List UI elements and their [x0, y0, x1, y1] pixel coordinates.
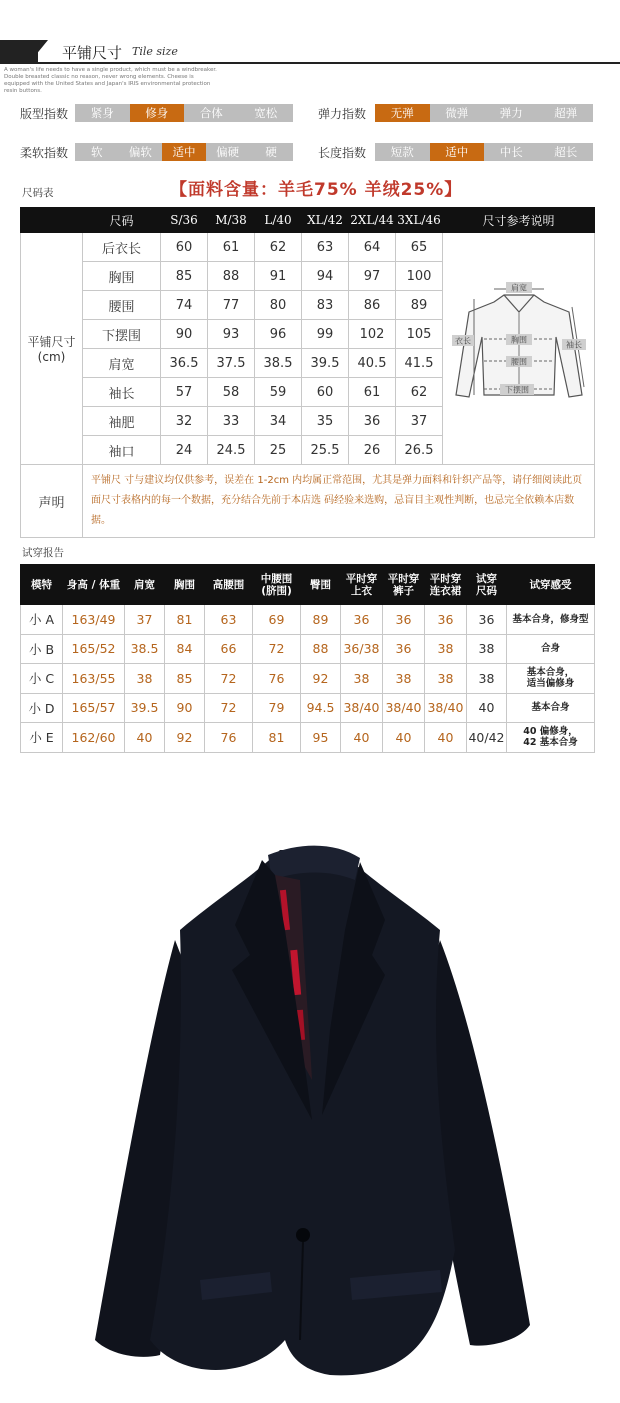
measure-value: 102 [349, 320, 396, 349]
trial-value: 163/49 [63, 605, 125, 635]
trial-value: 36 [467, 605, 507, 635]
fabric-content: 【面料含量：羊毛75% 羊绒25%】 [170, 180, 463, 200]
trial-value: 90 [165, 693, 205, 723]
measure-name: 袖肥 [83, 407, 161, 436]
trial-value: 72 [205, 693, 253, 723]
trial-row [21, 634, 595, 664]
trial-header-cell: 试穿 尺码 [467, 565, 507, 605]
index-option: 硬 [265, 145, 277, 159]
diagram-label-waist: 腰围 [510, 357, 527, 366]
index-option: 紧身 [90, 106, 114, 120]
index-option: 偏硬 [216, 145, 240, 159]
size-table-header [21, 208, 595, 233]
trial-value: 40 [383, 723, 425, 753]
trial-value: 38/40 [425, 693, 467, 723]
model-name: 小 A [21, 605, 63, 635]
size-m: M/38 [208, 208, 255, 233]
trial-value: 38 [425, 664, 467, 694]
trial-value: 38 [467, 664, 507, 694]
trial-value: 85 [165, 664, 205, 694]
index-label: 柔软指数 [20, 146, 69, 160]
index-bar [375, 104, 593, 122]
trial-header-cell: 平时穿 上衣 [341, 565, 383, 605]
measure-value: 25 [255, 436, 302, 465]
trial-value: 38/40 [341, 693, 383, 723]
diagram-label-sleeve: 袖长 [565, 340, 582, 349]
trial-value: 165/57 [63, 693, 125, 723]
measure-value: 63 [302, 233, 349, 262]
measure-value: 62 [255, 233, 302, 262]
measure-value: 58 [208, 378, 255, 407]
diagram-label-hem: 下摆围 [504, 385, 529, 394]
measure-value: 74 [161, 291, 208, 320]
index-bar [375, 143, 593, 161]
group-label: 平铺尺寸 (cm) [21, 233, 83, 465]
measure-name: 袖长 [83, 378, 161, 407]
trial-table [20, 564, 595, 753]
trial-value: 76 [205, 723, 253, 753]
measure-value: 35 [302, 407, 349, 436]
trial-value: 72 [205, 664, 253, 694]
model-name: 小 E [21, 723, 63, 753]
trial-value: 36 [425, 605, 467, 635]
section-subtitle: Tile size [132, 45, 178, 58]
model-name: 小 D [21, 693, 63, 723]
measure-value: 38.5 [255, 349, 302, 378]
header-decor-slant [30, 40, 48, 62]
index-label: 长度指数 [318, 146, 367, 160]
index-bar [75, 104, 293, 122]
index-option: 短款 [390, 145, 414, 159]
measure-value: 39.5 [302, 349, 349, 378]
header-size: 尺码 [83, 208, 161, 233]
index-option: 软 [91, 145, 103, 159]
measure-name: 后衣长 [83, 233, 161, 262]
model-name: 小 B [21, 634, 63, 664]
size-table [20, 207, 595, 538]
index-option: 中长 [499, 145, 523, 159]
index-option: 弹力 [499, 106, 523, 120]
trial-value: 38.5 [125, 634, 165, 664]
measure-value: 80 [255, 291, 302, 320]
index-option: 超长 [554, 145, 578, 159]
measure-value: 65 [396, 233, 443, 262]
size-xl: XL/42 [302, 208, 349, 233]
intro-text: A woman's life needs to have a single product, which must be a windbreaker. Double breasted classic no reason, never wrong elements. Cheese is equipped with the United States and Japan's IRIS environmental protection resin buttons. [4, 67, 217, 94]
measure-value: 25.5 [302, 436, 349, 465]
index-bar [75, 143, 293, 161]
trial-value: 40 [341, 723, 383, 753]
trial-value: 38/40 [383, 693, 425, 723]
trial-value: 76 [253, 664, 301, 694]
measure-value: 83 [302, 291, 349, 320]
trial-value: 94.5 [301, 693, 341, 723]
trial-value: 40 [467, 693, 507, 723]
trial-row [21, 664, 595, 694]
index-label: 版型指数 [20, 107, 69, 121]
trial-value: 38 [125, 664, 165, 694]
trial-value: 38 [467, 634, 507, 664]
trial-value: 165/52 [63, 634, 125, 664]
index-option-selected: 修身 [130, 104, 185, 122]
measure-value: 36.5 [161, 349, 208, 378]
trial-value: 84 [165, 634, 205, 664]
trial-value: 66 [205, 634, 253, 664]
trial-value: 38 [425, 634, 467, 664]
measure-name: 腰围 [83, 291, 161, 320]
trial-value: 89 [301, 605, 341, 635]
trial-value: 72 [253, 634, 301, 664]
measurement-diagram-cell [443, 233, 595, 465]
measure-value: 34 [255, 407, 302, 436]
trial-value: 81 [253, 723, 301, 753]
measure-value: 88 [208, 262, 255, 291]
measure-value: 36 [349, 407, 396, 436]
measure-value: 90 [161, 320, 208, 349]
measure-value: 86 [349, 291, 396, 320]
measure-value: 61 [349, 378, 396, 407]
measure-value: 57 [161, 378, 208, 407]
size-row [21, 233, 595, 262]
measure-value: 97 [349, 262, 396, 291]
trial-value: 69 [253, 605, 301, 635]
measure-value: 100 [396, 262, 443, 291]
trial-value: 40 [125, 723, 165, 753]
index-option-selected: 无弹 [375, 104, 430, 122]
trial-header-cell: 身高 / 体重 [63, 565, 125, 605]
trial-header-cell: 中腰围 (脐围) [253, 565, 301, 605]
index-option: 超弹 [554, 106, 578, 120]
size-chart-label: 尺码表 [22, 187, 54, 199]
measure-value: 26.5 [396, 436, 443, 465]
measure-value: 26 [349, 436, 396, 465]
trial-value: 36/38 [341, 634, 383, 664]
measure-value: 85 [161, 262, 208, 291]
size-3xl: 3XL/46 [396, 208, 443, 233]
fit-feedback: 基本合身 [507, 693, 595, 723]
trial-value: 95 [301, 723, 341, 753]
measure-value: 32 [161, 407, 208, 436]
measure-value: 91 [255, 262, 302, 291]
measure-value: 60 [302, 378, 349, 407]
trial-row [21, 723, 595, 753]
product-photo [0, 780, 620, 1403]
measure-value: 41.5 [396, 349, 443, 378]
size-2xl: 2XL/44 [349, 208, 396, 233]
trial-header-cell: 高腰围 [205, 565, 253, 605]
trial-value: 79 [253, 693, 301, 723]
measure-value: 96 [255, 320, 302, 349]
trial-value: 39.5 [125, 693, 165, 723]
trial-value: 63 [205, 605, 253, 635]
fit-feedback: 40 偏修身， 42 基本合身 [507, 723, 595, 753]
statement-label: 声明 [21, 465, 83, 538]
header-divider [0, 62, 620, 64]
measure-value: 24.5 [208, 436, 255, 465]
trial-header-cell: 臀围 [301, 565, 341, 605]
measure-name: 袖口 [83, 436, 161, 465]
measure-value: 64 [349, 233, 396, 262]
trial-value: 36 [383, 634, 425, 664]
trial-header-cell: 肩宽 [125, 565, 165, 605]
measure-value: 37 [396, 407, 443, 436]
measure-value: 105 [396, 320, 443, 349]
size-l: L/40 [255, 208, 302, 233]
trial-value: 92 [301, 664, 341, 694]
measure-value: 77 [208, 291, 255, 320]
measure-name: 下摆围 [83, 320, 161, 349]
measure-value: 62 [396, 378, 443, 407]
measure-value: 59 [255, 378, 302, 407]
measure-value: 99 [302, 320, 349, 349]
trial-value: 88 [301, 634, 341, 664]
measure-value: 93 [208, 320, 255, 349]
index-option-selected: 适中 [162, 143, 206, 161]
measure-name: 肩宽 [83, 349, 161, 378]
trial-value: 38 [341, 664, 383, 694]
trial-row [21, 693, 595, 723]
trial-header-cell: 试穿感受 [507, 565, 595, 605]
trial-row [21, 605, 595, 635]
fit-feedback: 基本合身， 适当偏修身 [507, 664, 595, 694]
trial-value: 36 [383, 605, 425, 635]
trial-value: 38 [383, 664, 425, 694]
measure-value: 33 [208, 407, 255, 436]
index-option: 宽松 [254, 106, 278, 120]
trial-value: 81 [165, 605, 205, 635]
index-option-selected: 适中 [430, 143, 485, 161]
trial-header-cell: 模特 [21, 565, 63, 605]
measure-value: 60 [161, 233, 208, 262]
trial-value: 162/60 [63, 723, 125, 753]
measure-value: 94 [302, 262, 349, 291]
header-blank [21, 208, 83, 233]
header-ref: 尺寸参考说明 [443, 208, 595, 233]
statement-text: 平铺尺 寸与建议均仅供参考，误差在 1-2cm 内均属正常范围，尤其是弹力面料和针织产品等，请仔细阅读此页面尺寸表格内的每一个数据，充分结合先前于本店选 码经验来选购，忌盲目主观性判断，也忌完全依赖本店数据。 [83, 465, 595, 538]
trial-value: 40/42 [467, 723, 507, 753]
size-s: S/36 [161, 208, 208, 233]
trial-header-cell: 平时穿 连衣裙 [425, 565, 467, 605]
trial-value: 36 [341, 605, 383, 635]
index-label: 弹力指数 [318, 107, 367, 121]
measure-name: 胸围 [83, 262, 161, 291]
measure-value: 89 [396, 291, 443, 320]
measure-value: 40.5 [349, 349, 396, 378]
section-header [0, 40, 620, 66]
trial-header-cell: 平时穿 裤子 [383, 565, 425, 605]
shirt-diagram [444, 277, 594, 417]
trial-header-cell: 胸围 [165, 565, 205, 605]
measure-value: 61 [208, 233, 255, 262]
diagram-label-length: 衣长 [454, 336, 471, 345]
model-name: 小 C [21, 664, 63, 694]
fit-feedback: 合身 [507, 634, 595, 664]
diagram-label-shoulder: 肩宽 [510, 283, 527, 292]
index-option: 偏软 [128, 145, 152, 159]
index-option: 合体 [199, 106, 223, 120]
measure-value: 37.5 [208, 349, 255, 378]
section-title: 平铺尺寸 [62, 44, 123, 62]
diagram-label-chest: 胸围 [510, 335, 527, 344]
trial-value: 40 [425, 723, 467, 753]
index-option: 微弹 [445, 106, 469, 120]
trial-report-label: 试穿报告 [22, 547, 64, 559]
trial-value: 163/55 [63, 664, 125, 694]
trial-value: 92 [165, 723, 205, 753]
statement-row [21, 465, 595, 538]
measure-value: 24 [161, 436, 208, 465]
trial-table-header [21, 565, 595, 605]
fit-feedback: 基本合身，修身型 [507, 605, 595, 635]
trial-value: 37 [125, 605, 165, 635]
